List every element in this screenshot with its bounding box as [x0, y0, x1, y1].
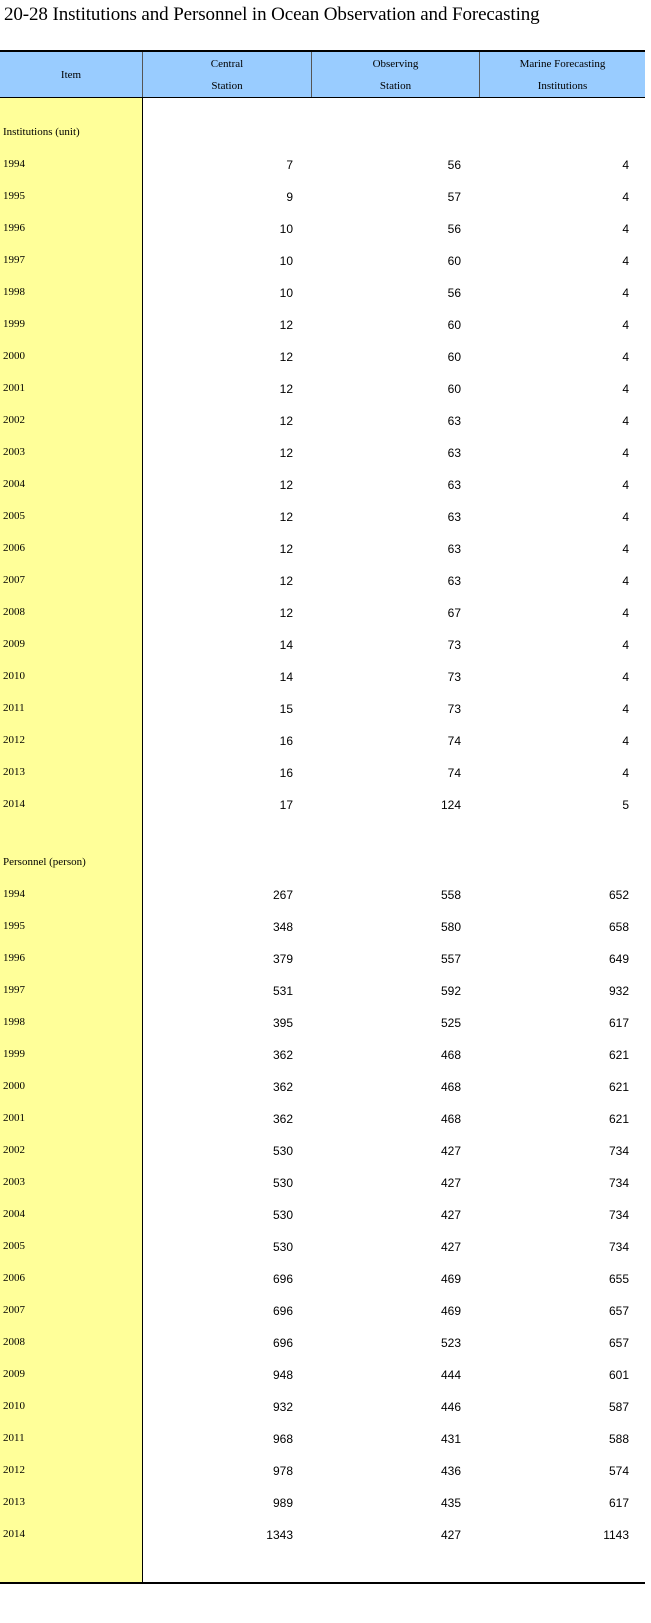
cell-marine: 649 — [608, 952, 629, 966]
row-year: 2007 — [3, 574, 25, 586]
header-observing-station — [312, 52, 479, 97]
header-central-station — [143, 52, 311, 97]
cell-marine: 4 — [622, 350, 629, 364]
cell-observing: 60 — [447, 318, 461, 332]
table-row — [0, 1240, 645, 1258]
cell-marine: 1143 — [603, 1528, 629, 1542]
table-row — [0, 798, 645, 816]
cell-marine: 621 — [608, 1080, 629, 1094]
row-year: 2003 — [3, 1176, 25, 1188]
cell-central: 14 — [279, 638, 293, 652]
cell-central: 362 — [272, 1080, 293, 1094]
cell-observing: 558 — [440, 888, 461, 902]
table-row — [0, 702, 645, 720]
cell-marine: 5 — [622, 798, 629, 812]
header-item-label: Item — [60, 68, 82, 81]
cell-central: 10 — [279, 222, 293, 236]
section-label: Personnel (person) — [3, 856, 86, 868]
cell-observing: 523 — [440, 1336, 461, 1350]
cell-central: 530 — [272, 1208, 293, 1222]
cell-central: 530 — [272, 1240, 293, 1254]
row-year: 1994 — [3, 158, 25, 170]
cell-marine: 4 — [622, 222, 629, 236]
row-year: 2001 — [3, 382, 25, 394]
table-row — [0, 190, 645, 208]
table-row — [0, 382, 645, 400]
cell-observing: 73 — [447, 702, 461, 716]
cell-central: 12 — [279, 510, 293, 524]
row-year: 2008 — [3, 1336, 25, 1348]
cell-central: 12 — [279, 350, 293, 364]
cell-central: 696 — [272, 1304, 293, 1318]
cell-observing: 446 — [440, 1400, 461, 1414]
cell-central: 16 — [279, 734, 293, 748]
cell-marine: 4 — [622, 670, 629, 684]
cell-observing: 427 — [440, 1528, 461, 1542]
table-row — [0, 1176, 645, 1194]
cell-marine: 4 — [622, 766, 629, 780]
cell-marine: 4 — [622, 606, 629, 620]
cell-central: 10 — [279, 254, 293, 268]
row-year: 2000 — [3, 350, 25, 362]
cell-observing: 73 — [447, 670, 461, 684]
cell-marine: 655 — [608, 1272, 629, 1286]
cell-observing: 468 — [440, 1112, 461, 1126]
row-year: 2004 — [3, 478, 25, 490]
table-row — [0, 222, 645, 240]
cell-observing: 60 — [447, 382, 461, 396]
row-year: 2014 — [3, 1528, 25, 1540]
row-year: 1994 — [3, 888, 25, 900]
table-row — [0, 1272, 645, 1290]
table-row — [0, 984, 645, 1002]
cell-observing: 435 — [440, 1496, 461, 1510]
page-title: 20-28 Institutions and Personnel in Ocean Observation and Forecasting — [4, 4, 540, 25]
cell-observing: 431 — [440, 1432, 461, 1446]
row-year: 1999 — [3, 318, 25, 330]
cell-observing: 74 — [447, 734, 461, 748]
cell-marine: 734 — [608, 1144, 629, 1158]
table-row — [0, 510, 645, 528]
cell-central: 12 — [279, 318, 293, 332]
row-year: 2007 — [3, 1304, 25, 1316]
row-year: 2011 — [3, 1432, 25, 1444]
cell-marine: 617 — [608, 1496, 629, 1510]
cell-marine: 658 — [608, 920, 629, 934]
table-row — [0, 1432, 645, 1450]
table-row — [0, 414, 645, 432]
row-year: 2005 — [3, 1240, 25, 1252]
cell-observing: 74 — [447, 766, 461, 780]
cell-marine: 657 — [608, 1336, 629, 1350]
table-row — [0, 254, 645, 272]
cell-central: 395 — [272, 1016, 293, 1030]
header-marine-line1: Marine Forecasting — [519, 57, 606, 70]
cell-central: 530 — [272, 1176, 293, 1190]
table-row — [0, 286, 645, 304]
cell-observing: 63 — [447, 446, 461, 460]
row-year: 2010 — [3, 1400, 25, 1412]
row-year: 2001 — [3, 1112, 25, 1124]
table-row — [0, 1112, 645, 1130]
cell-observing: 444 — [440, 1368, 461, 1382]
table-row — [0, 158, 645, 176]
row-year: 1997 — [3, 254, 25, 266]
cell-marine: 601 — [608, 1368, 629, 1382]
header-item — [0, 52, 142, 97]
cell-central: 12 — [279, 414, 293, 428]
table-row — [0, 318, 645, 336]
row-year: 1996 — [3, 222, 25, 234]
table-row — [0, 734, 645, 752]
row-year: 2003 — [3, 446, 25, 458]
table-row — [0, 1368, 645, 1386]
row-year: 2008 — [3, 606, 25, 618]
cell-marine: 734 — [608, 1208, 629, 1222]
table-row — [0, 1208, 645, 1226]
table-row — [0, 542, 645, 560]
cell-observing: 63 — [447, 510, 461, 524]
row-year: 2013 — [3, 1496, 25, 1508]
cell-observing: 56 — [447, 222, 461, 236]
cell-central: 12 — [279, 382, 293, 396]
row-year: 1997 — [3, 984, 25, 996]
row-year: 2012 — [3, 734, 25, 746]
header-central-line2: Station — [211, 79, 243, 92]
table-row — [0, 1336, 645, 1354]
row-year: 2013 — [3, 766, 25, 778]
section-label: Institutions (unit) — [3, 126, 80, 138]
header-observing-line1: Observing — [372, 57, 419, 70]
cell-observing: 427 — [440, 1144, 461, 1158]
cell-observing: 60 — [447, 350, 461, 364]
cell-central: 362 — [272, 1112, 293, 1126]
table-row — [0, 670, 645, 688]
cell-observing: 63 — [447, 478, 461, 492]
cell-marine: 4 — [622, 318, 629, 332]
row-year: 1998 — [3, 1016, 25, 1028]
cell-marine: 574 — [608, 1464, 629, 1478]
header-central-line1: Central — [210, 57, 244, 70]
cell-observing: 592 — [440, 984, 461, 998]
table-row — [0, 638, 645, 656]
table-row — [0, 606, 645, 624]
table-row — [0, 1016, 645, 1034]
cell-observing: 557 — [440, 952, 461, 966]
table-row — [0, 446, 645, 464]
cell-marine: 4 — [622, 510, 629, 524]
table-row — [0, 1528, 645, 1546]
cell-observing: 436 — [440, 1464, 461, 1478]
cell-central: 932 — [272, 1400, 293, 1414]
cell-marine: 588 — [608, 1432, 629, 1446]
table-row — [0, 1496, 645, 1514]
row-year: 1998 — [3, 286, 25, 298]
cell-marine: 4 — [622, 158, 629, 172]
table-row — [0, 1144, 645, 1162]
row-year: 1995 — [3, 190, 25, 202]
cell-marine: 4 — [622, 382, 629, 396]
table-header — [0, 52, 645, 98]
cell-central: 530 — [272, 1144, 293, 1158]
cell-observing: 56 — [447, 158, 461, 172]
cell-central: 379 — [272, 952, 293, 966]
cell-central: 12 — [279, 542, 293, 556]
cell-observing: 73 — [447, 638, 461, 652]
cell-marine: 932 — [608, 984, 629, 998]
cell-marine: 4 — [622, 286, 629, 300]
cell-marine: 4 — [622, 638, 629, 652]
cell-marine: 4 — [622, 478, 629, 492]
cell-observing: 469 — [440, 1304, 461, 1318]
cell-central: 15 — [279, 702, 293, 716]
cell-marine: 621 — [608, 1048, 629, 1062]
row-year: 2009 — [3, 1368, 25, 1380]
table-row — [0, 1048, 645, 1066]
cell-marine: 657 — [608, 1304, 629, 1318]
cell-marine: 621 — [608, 1112, 629, 1126]
table-row — [0, 952, 645, 970]
row-year: 2006 — [3, 542, 25, 554]
header-marine-line2: Institutions — [537, 79, 588, 92]
table-row — [0, 920, 645, 938]
cell-marine: 734 — [608, 1240, 629, 1254]
cell-central: 531 — [272, 984, 293, 998]
cell-observing: 63 — [447, 542, 461, 556]
cell-central: 10 — [279, 286, 293, 300]
cell-central: 978 — [272, 1464, 293, 1478]
cell-central: 17 — [279, 798, 293, 812]
cell-central: 12 — [279, 574, 293, 588]
row-year: 1999 — [3, 1048, 25, 1060]
cell-central: 267 — [272, 888, 293, 902]
row-year: 2009 — [3, 638, 25, 650]
table-row — [0, 478, 645, 496]
cell-observing: 124 — [440, 798, 461, 812]
row-year: 2010 — [3, 670, 25, 682]
cell-marine: 4 — [622, 254, 629, 268]
row-year: 1995 — [3, 920, 25, 932]
cell-central: 12 — [279, 606, 293, 620]
cell-central: 7 — [286, 158, 293, 172]
cell-central: 14 — [279, 670, 293, 684]
cell-observing: 525 — [440, 1016, 461, 1030]
table-row — [0, 1304, 645, 1322]
cell-observing: 57 — [447, 190, 461, 204]
cell-central: 348 — [272, 920, 293, 934]
row-year: 2014 — [3, 798, 25, 810]
cell-central: 948 — [272, 1368, 293, 1382]
cell-observing: 580 — [440, 920, 461, 934]
cell-observing: 60 — [447, 254, 461, 268]
row-year: 2012 — [3, 1464, 25, 1476]
cell-central: 696 — [272, 1272, 293, 1286]
table-row — [0, 888, 645, 906]
cell-marine: 587 — [608, 1400, 629, 1414]
cell-central: 362 — [272, 1048, 293, 1062]
header-observing-line2: Station — [379, 79, 412, 92]
row-year: 2000 — [3, 1080, 25, 1092]
table-row — [0, 1464, 645, 1482]
cell-observing: 63 — [447, 414, 461, 428]
cell-central: 1343 — [266, 1528, 293, 1542]
cell-marine: 734 — [608, 1176, 629, 1190]
cell-observing: 63 — [447, 574, 461, 588]
table-row — [0, 350, 645, 368]
row-year: 2005 — [3, 510, 25, 522]
table-row — [0, 574, 645, 592]
cell-central: 16 — [279, 766, 293, 780]
cell-marine: 652 — [608, 888, 629, 902]
cell-central: 12 — [279, 478, 293, 492]
cell-marine: 4 — [622, 574, 629, 588]
cell-marine: 4 — [622, 702, 629, 716]
cell-observing: 427 — [440, 1176, 461, 1190]
cell-observing: 427 — [440, 1240, 461, 1254]
header-marine-forecasting — [480, 52, 645, 97]
cell-marine: 4 — [622, 542, 629, 556]
cell-marine: 4 — [622, 414, 629, 428]
row-year: 2006 — [3, 1272, 25, 1284]
table-bottom-rule — [0, 1582, 645, 1584]
cell-central: 696 — [272, 1336, 293, 1350]
cell-marine: 4 — [622, 734, 629, 748]
table-row — [0, 1080, 645, 1098]
cell-marine: 4 — [622, 190, 629, 204]
cell-observing: 468 — [440, 1080, 461, 1094]
cell-central: 968 — [272, 1432, 293, 1446]
cell-marine: 617 — [608, 1016, 629, 1030]
row-year: 2002 — [3, 1144, 25, 1156]
row-year: 2002 — [3, 414, 25, 426]
cell-observing: 56 — [447, 286, 461, 300]
cell-observing: 468 — [440, 1048, 461, 1062]
cell-marine: 4 — [622, 446, 629, 460]
cell-observing: 427 — [440, 1208, 461, 1222]
cell-central: 9 — [286, 190, 293, 204]
cell-observing: 67 — [447, 606, 461, 620]
row-year: 2004 — [3, 1208, 25, 1220]
cell-central: 12 — [279, 446, 293, 460]
table-row — [0, 766, 645, 784]
row-year: 1996 — [3, 952, 25, 964]
cell-observing: 469 — [440, 1272, 461, 1286]
table-row — [0, 1400, 645, 1418]
row-year: 2011 — [3, 702, 25, 714]
cell-central: 989 — [272, 1496, 293, 1510]
